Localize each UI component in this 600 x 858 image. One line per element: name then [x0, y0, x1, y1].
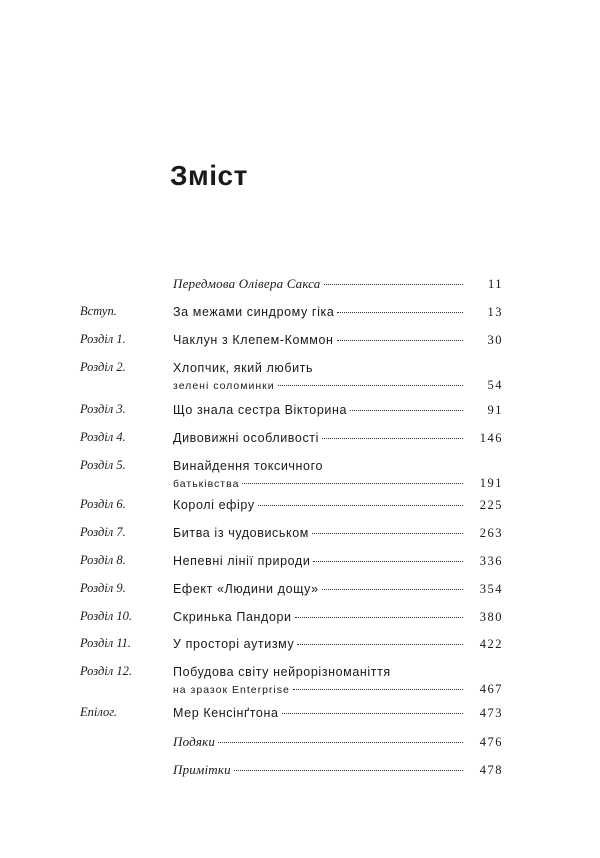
toc-entry-label: Розділ 6. [80, 497, 126, 511]
toc-entry-title: Битва із чудовиськом [173, 526, 309, 540]
toc-entry-label: Розділ 1. [80, 332, 126, 346]
toc-entry-title: За межами синдрому гіка [173, 305, 335, 319]
toc-entry-label: Розділ 4. [80, 430, 126, 444]
leader-dots [322, 438, 463, 439]
toc-page-number: 422 [479, 637, 503, 651]
toc-entry-title: Скринька Пандори [173, 610, 292, 624]
toc-entry-label: Розділ 2. [80, 360, 126, 374]
toc-entry-label: Розділ 7. [80, 525, 126, 539]
toc-entry-title: Хлопчик, який любить [173, 361, 314, 375]
toc-entry-title: Чаклун з Клепем-Коммон [173, 333, 334, 347]
leader-dots [258, 505, 463, 506]
toc-entry-title: Передмова Олівера Сакса [173, 276, 321, 291]
leader-dots [350, 410, 463, 411]
toc-entry-label: Розділ 3. [80, 402, 126, 416]
toc-page-number: 467 [479, 682, 503, 696]
toc-entry-title: Непевні лінії природи [173, 554, 311, 568]
toc-entry-title: Мер Кенсінґтона [173, 706, 279, 720]
toc-entry-title: Винайдення токсичного [173, 459, 324, 473]
toc-page-number: 191 [479, 476, 503, 490]
toc-entry-label: Розділ 9. [80, 581, 126, 595]
leader-dots [218, 742, 463, 743]
toc-entry-title: Подяки [173, 734, 216, 749]
leader-dots [242, 483, 463, 484]
leader-dots [234, 770, 463, 771]
toc-page-number: 354 [479, 582, 503, 596]
toc-entry-label: Розділ 12. [80, 664, 132, 678]
toc-entry-label: Розділ 11. [80, 636, 132, 650]
toc-entry-title-continued: зелені соломинки [173, 380, 275, 392]
leader-dots [312, 533, 463, 534]
toc-entry-label: Епілог. [80, 705, 118, 719]
leader-dots [324, 284, 464, 285]
toc-page-number: 478 [479, 763, 503, 777]
toc-entry-title-continued: батьківства [173, 478, 240, 490]
leader-dots [295, 617, 463, 618]
toc-page-number: 225 [479, 498, 503, 512]
toc-entry-label: Розділ 10. [80, 609, 132, 623]
toc-entry-title: Що знала сестра Вікторина [173, 403, 348, 417]
toc-entry-label: Розділ 5. [80, 458, 126, 472]
toc-entry-title: У просторі аутизму [173, 637, 295, 651]
leader-dots [313, 561, 463, 562]
toc-page-number: 263 [479, 526, 503, 540]
leader-dots [282, 713, 463, 714]
toc-entry-label: Вступ. [80, 304, 117, 318]
toc-entry-label: Розділ 8. [80, 553, 126, 567]
toc-page-number: 336 [479, 554, 503, 568]
leader-dots [337, 312, 463, 313]
toc-page-number: 91 [487, 403, 503, 417]
leader-dots [293, 689, 463, 690]
toc-entry-title-continued: на зразок Enterprise [173, 684, 290, 696]
toc-page-number: 476 [479, 735, 503, 749]
leader-dots [297, 644, 463, 645]
leader-dots [278, 385, 463, 386]
toc-page-number: 13 [487, 305, 503, 319]
toc-page-number: 54 [487, 378, 503, 392]
toc-entry-title: Дивовижні особливості [173, 431, 320, 445]
toc-page-number: 30 [487, 333, 503, 347]
toc-entry-title: Побудова світу нейрорізноманіття [173, 665, 391, 679]
toc-entry-title: Примітки [173, 762, 231, 777]
toc-page-number: 146 [479, 431, 503, 445]
leader-dots [322, 589, 463, 590]
leader-dots [337, 340, 464, 341]
toc-page-number: 11 [487, 277, 503, 291]
page-title: Зміст [170, 160, 248, 191]
toc-entry-title: Ефект «Людини дощу» [173, 582, 319, 596]
toc-page-number: 380 [479, 610, 503, 624]
toc-entry-title: Королі ефіру [173, 498, 255, 512]
toc-page-number: 473 [479, 706, 503, 720]
